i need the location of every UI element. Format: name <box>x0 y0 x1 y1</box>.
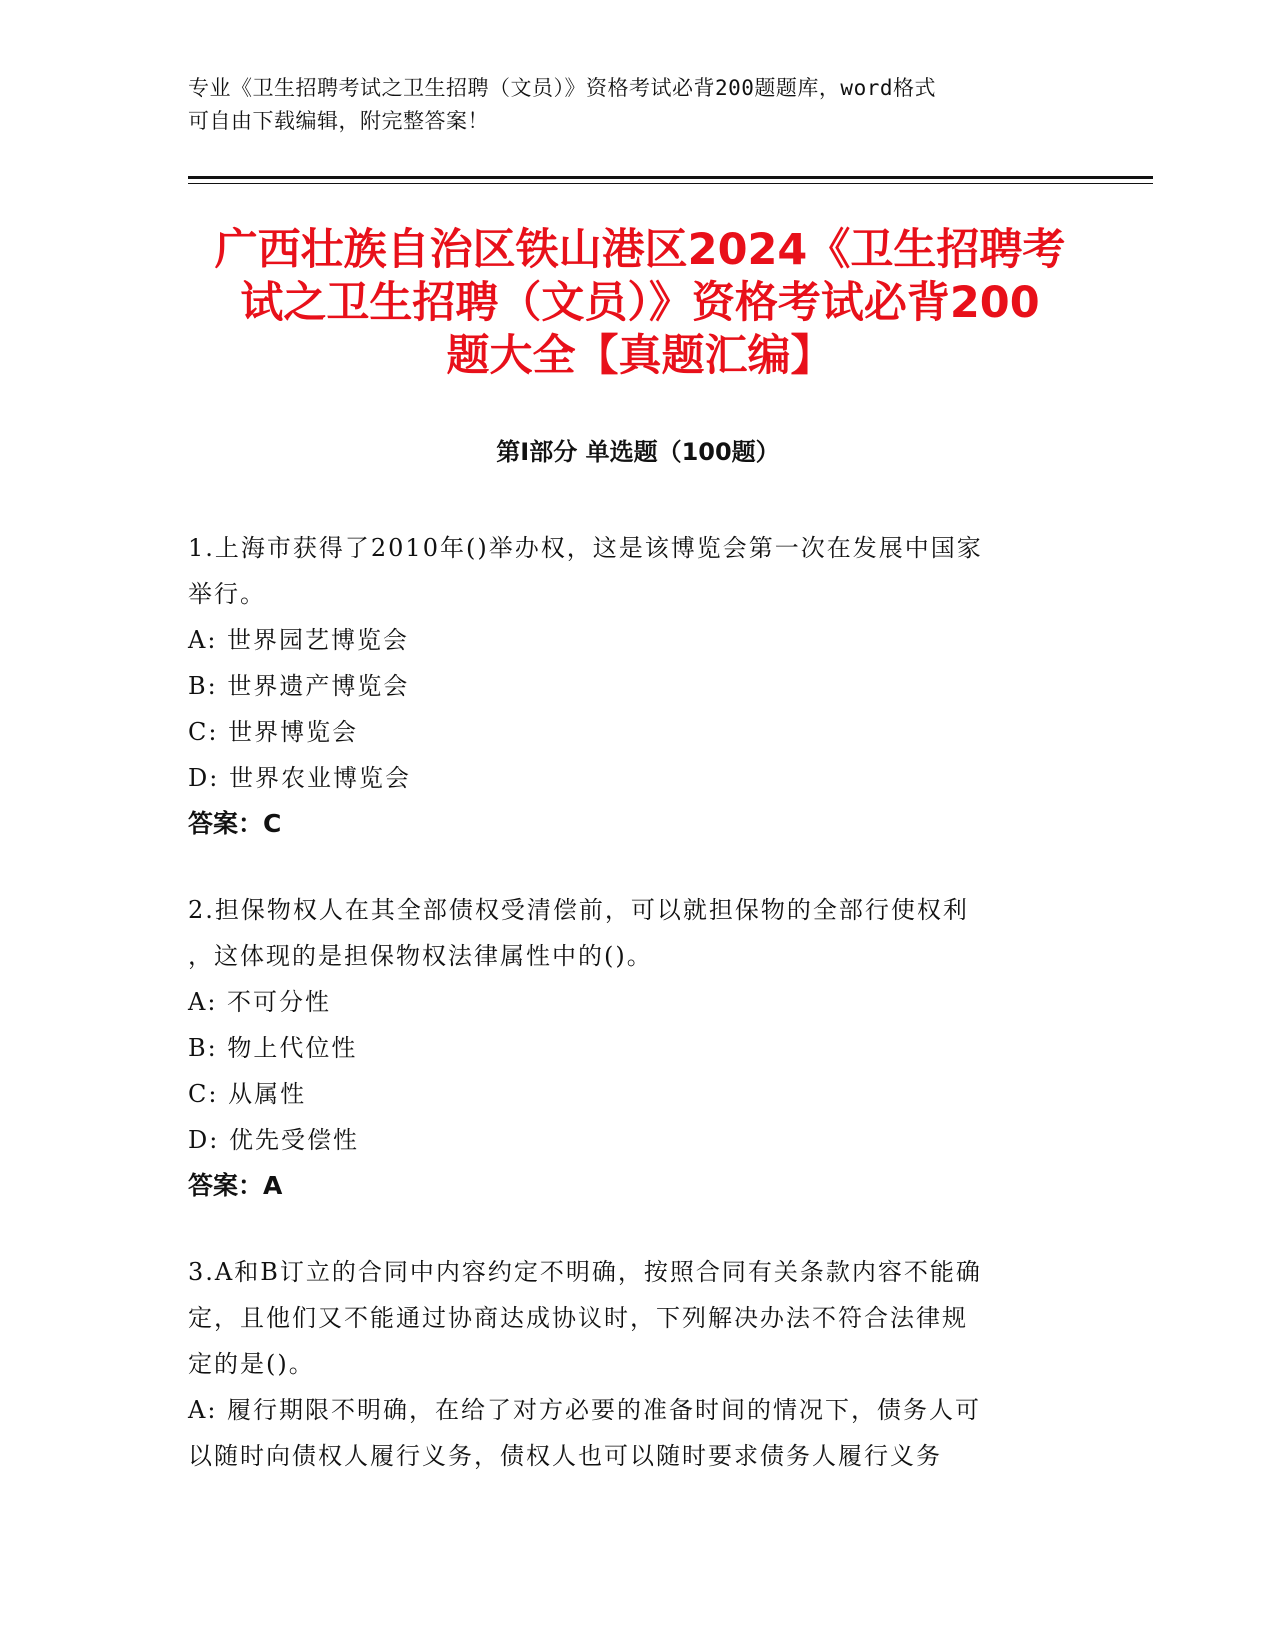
document-title-line: 广西壮族自治区铁山港区2024《卫生招聘考 <box>214 225 1066 275</box>
header-divider-thin <box>188 183 1153 184</box>
option-c: C: 世界博览会 <box>188 718 359 746</box>
header-note-line: 专业《卫生招聘考试之卫生招聘（文员）》资格考试必背200题题库，word格式 <box>188 76 936 100</box>
question-1 <box>188 525 1088 847</box>
option-b: B: 物上代位性 <box>188 1034 358 1062</box>
question-stem: 1.上海市获得了2010年()举办权，这是该博览会第一次在发展中国家 <box>188 534 983 562</box>
document-title-line: 试之卫生招聘（文员）》资格考试必背200 <box>240 278 1040 328</box>
option-a-continued: 以随时向债权人履行义务，债权人也可以随时要求债务人履行义务 <box>188 1442 942 1470</box>
document-title-line: 题大全【真题汇编】 <box>446 331 834 381</box>
option-a: A: 世界园艺博览会 <box>188 626 410 654</box>
question-stem: ，这体现的是担保物权法律属性中的()。 <box>188 942 653 970</box>
question-list <box>188 525 1088 1519</box>
header-divider <box>188 176 1153 179</box>
question-stem: 2.担保物权人在其全部债权受清偿前，可以就担保物的全部行使权利 <box>188 896 969 924</box>
option-d: D: 优先受偿性 <box>188 1126 359 1154</box>
option-d: D: 世界农业博览会 <box>188 764 411 792</box>
option-c: C: 从属性 <box>188 1080 307 1108</box>
header-note-line: 可自由下载编辑，附完整答案！ <box>188 109 489 133</box>
question-2 <box>188 887 1088 1209</box>
option-a: A: 履行期限不明确，在给了对方必要的准备时间的情况下，债务人可 <box>188 1396 982 1424</box>
option-b: B: 世界遗产博览会 <box>188 672 410 700</box>
option-a: A: 不可分性 <box>188 988 332 1016</box>
answer: 答案：A <box>188 1171 283 1200</box>
header-note <box>188 72 1068 138</box>
question-stem: 定，且他们又不能通过协商达成协议时，下列解决办法不符合法律规 <box>188 1304 968 1332</box>
section-title: 第Ⅰ部分 单选题（100题） <box>496 438 780 466</box>
document-title <box>180 224 1100 383</box>
question-3 <box>188 1249 1088 1479</box>
answer: 答案：C <box>188 809 282 838</box>
question-stem: 定的是()。 <box>188 1350 315 1378</box>
question-stem: 举行。 <box>188 580 266 608</box>
question-stem: 3.A和B订立的合同中内容约定不明确，按照合同有关条款内容不能确 <box>188 1258 982 1286</box>
